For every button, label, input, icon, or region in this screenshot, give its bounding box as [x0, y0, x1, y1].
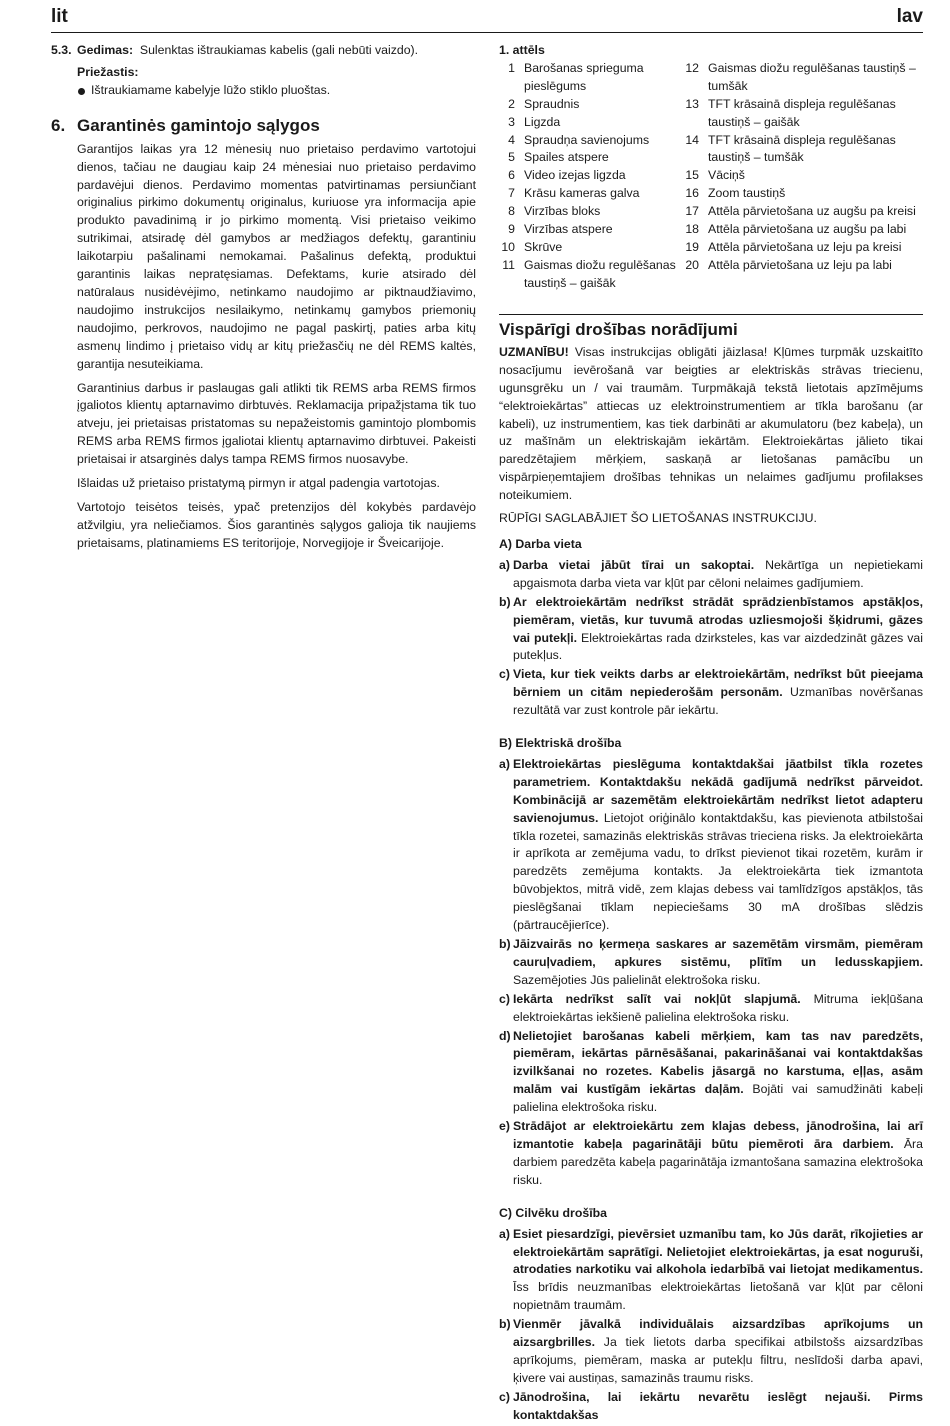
list-item [499, 1389, 923, 1425]
legend-number: 19 [685, 239, 699, 254]
figure-title: 1. attēls [499, 43, 545, 57]
item-letter: a) [499, 557, 510, 572]
item-text: Lietojot oriģinālo kontaktdakšu, kas pievienota atbilstošai tīkla rozetei, samazinās elektriskās strāvas trieciena risks. Ja elektroiekārta ir aprīkota ar zemējuma vadu, to drīkst pievienot tikai rozetēm, kurām ir paredzēts zemējuma kontakts. Ja elektroiekārta tiek izmantota būvobjektos, mitrā vidē, zem klajas debess vai tamlīdzīgos apstākļos, tās pieslēgšanai tīklam nepieciešams 30 mA drošības slēdzis (pārtraucējierīce). [513, 810, 923, 933]
item-letter: c) [499, 667, 510, 682]
item-letter: b) [499, 937, 511, 951]
legend-number: 18 [685, 222, 699, 237]
item-bold-text: Vienmēr jāvalkā individuālais aizsardzības aprīkojums un aizsargbrilles. [513, 1317, 923, 1350]
legend-text: Skrūve [524, 239, 563, 254]
fault-text: Sulenktas ištraukiamas kabelis (gali nebūti vaizdo). [139, 43, 419, 57]
legend-text: Spailes atspere [524, 150, 609, 165]
item-bold-text: Iekārta nedrīkst salīt vai nokļūt slapjumā. [513, 991, 801, 1006]
item-text: Īss brīdis neuzmanības elektroiekārtas lietošanā var kļūt par cēloni nopietnām traumām. [513, 1280, 923, 1313]
item-letter: d) [499, 1028, 511, 1043]
fault-label: Gedimas: [77, 43, 134, 57]
legend-number: 6 [508, 168, 515, 183]
legend-item [499, 149, 679, 167]
legend-number: 14 [685, 132, 699, 147]
legend-item [499, 60, 679, 96]
list-b [499, 756, 923, 1190]
list-item [499, 594, 923, 666]
legend-number: 20 [685, 257, 699, 272]
legend-number: 7 [508, 186, 515, 201]
legend-item [683, 185, 923, 203]
legend-number: 15 [685, 168, 699, 183]
legend-text: Attēla pārvietošana uz leju pa labi [708, 257, 892, 272]
legend-item [499, 114, 679, 132]
warranty-paragraph: Garantinius darbus ir paslaugas gali atlikti tik REMS arba REMS firmos įgaliotos klientų aptarnavimo dirbtuvės. Reklamacija pripažįstama tik tuo atveju, jei prietaisas pristatomas su nepažeistomis gamintojo plombomis REMS arba REMS firmos įgaliotai klientų aptarnavimo dirbtuvei. Pakeisti prietaisai ir atsarginės dalys tampa REMS firmos nuosavybe. [77, 380, 476, 467]
legend-number: 11 [502, 257, 515, 272]
section-divider [499, 314, 923, 315]
warranty-paragraph: Vartotojo teisėtos teisės, ypač pretenzijos dėl kokybės pardavėjo atžvilgiu, yra neliečiamos. Šios garantinės sąlygos galioja tik naujiems prietaisams, platinamiems ES teritorijoje, Norvegijoje ir Šveicarijoje. [77, 499, 476, 550]
legend-number: 16 [685, 186, 699, 201]
item-bold-text: Esiet piesardzīgi, pievērsiet uzmanību tam, ko Jūs darāt, rīkojieties ar elektroiekārtām saprātīgi. Nelietojiet elektroiekārtas, ja esat noguruši, atrodaties narkotiku vai alkohola iedarbībā vai lietojat medikamentus. [513, 1226, 923, 1277]
legend-item [683, 221, 923, 239]
legend-text: Zoom taustiņš [708, 186, 786, 201]
warranty-paragraph: Garantijos laikas yra 12 mėnesių nuo prietaiso perdavimo vartotojui dienos, tačiau ne daugiau kaip 24 mėnesiai nuo prietaiso perdavimo pardavėjui dienos. Perdavimo momentas patvirtinamas persiunčiant originalius pirkimo dokumentų originalus, kuriuose yra informacija apie produkto pavadinimą ir jo pirkimo momentą. Visi prietaiso veikimo sutrikimai, atsiradę dėl gamybos ar medžiagos defektų, garantiniu laikotarpiu pašalinami nemokamai. Pašalinus defektą, produktui garantinis laikas nepratęsiamas. Defektams, kurie atsirado dėl natūralaus nusidėvėjimo, netinkamo naudojimo ar piktnaudžiavimo, naudojimo instrukcijos nesilaikymo, netinkamų gamybos priemonių naudojimo, perkrovos, naudojimo ne pagal paskirtį, paties arba kitų asmenų lindimo į prietaiso vidų ar kitų priežasčių ne dėl REMS kaltės, garantija nesuteikiama. [77, 141, 476, 371]
legend-text: Video izejas ligzda [524, 168, 626, 183]
figure-legend [499, 60, 923, 300]
item-text: Bojāti vai samudžināti kabeļi palielina elektrošoka risku. [513, 1082, 924, 1115]
legend-number: 8 [508, 204, 515, 219]
item-text: Nekārtīga un nepietiekami apgaismota darba vieta var kļūt par cēloni nelaimes gadījumiem. [513, 557, 923, 590]
safety-title: Vispārīgi drošības norādījumi [499, 319, 738, 339]
header-lang-left: lit [51, 6, 68, 27]
warning-text: Visas instrukcijas obligāti jāizlasa! Kļūmes turpmāk uzskaitīto nosacījumu ievērošanā var beigties ar elektriskās strāvas triecienu, ugunsgrēku un / vai traumām. Turpmākajā tekstā lietotais apzīmējums “elektroiekārtas” attiecas uz elektroinstrumentiem ar tīkla barošanu (ar kabeli), uz instrumentiem, kas tiek darbināti ar akumulatoru (bez kabeļa), un uz mašīnām un elektriskajām iekārtām. Elektroiekārtas jālieto tikai paredzētajiem mērķiem, saskaņā ar lietošanas pamācību un vispārpieņemtajiem drošības tehnikas un nelaimes gadījumu profilakses noteikumiem. [499, 344, 923, 503]
legend-item [499, 185, 679, 203]
bullet-icon [78, 88, 85, 95]
list-item [499, 1118, 923, 1190]
keep-instructions: RŪPĪGI SAGLABĀJIET ŠO LIETOŠANAS INSTRUKCIJU. [499, 511, 817, 526]
item-bold-text: Ar elektroiekārtām nedrīkst strādāt sprādzienbīstamos apstākļos, piemēram, vietās, kur tuvumā atrodas uzliesmojoši šķidrumi, gāzes vai putekļi. [513, 594, 923, 645]
legend-text: Gaismas diožu regulēšanas taustiņš – gaišāk [524, 257, 676, 290]
item-text: Āra darbiem paredzēta kabeļa pagarinātāja izmantošana samazina elektrošoka risku. [513, 1136, 923, 1187]
legend-text: Barošanas sprieguma pieslēgums [524, 60, 644, 93]
cause-text: Ištraukiamame kabelyje lūžo stiklo pluoštas. [91, 82, 331, 97]
list-item [499, 756, 923, 935]
section-number: 6. [51, 115, 66, 135]
legend-number: 5 [508, 150, 515, 165]
list-item [499, 1028, 923, 1118]
header-lang-right: lav [896, 6, 923, 27]
subsection-title-a: A) Darba vieta [499, 536, 582, 551]
legend-item [499, 96, 679, 114]
legend-text: Spraudnis [524, 96, 580, 111]
legend-number: 9 [508, 222, 515, 237]
item-bold-text: Nelietojiet barošanas kabeli mērķiem, kam tas nav paredzēts, piemēram, iekārtas pārnēsāšanai, pakarināšanai vai kontaktdakšas izvilkšanai no rozetes. Kabelis jāsargā no karstuma, eļļas, asām malām vai kustīgām iekārtas daļām. [513, 1028, 923, 1097]
subsection-title-b: B) Elektriskā drošība [499, 736, 622, 751]
legend-item [499, 203, 679, 221]
item-bold-text: Vieta, kur tiek veikts darbs ar elektroiekārtām, nedrīkst būt pieejama bērniem un citām nepiederošām personām. [513, 667, 923, 700]
legend-item [683, 167, 923, 185]
legend-text: TFT krāsainā displeja regulēšanas taustiņš – tumšāk [708, 132, 896, 165]
item-bold-text: Darba vietai jābūt tīrai un sakoptai. [513, 557, 755, 572]
legend-text: Ligzda [524, 114, 561, 129]
section-6-heading [51, 115, 476, 137]
item-letter: c) [499, 1389, 510, 1404]
cause-bullet [51, 82, 476, 100]
figure-legend-col-2 [683, 60, 923, 275]
list-item [499, 1316, 923, 1388]
legend-number: 17 [685, 204, 699, 219]
figure-legend-col-1 [499, 60, 679, 293]
item-letter: b) [499, 594, 511, 609]
legend-item [683, 203, 923, 221]
legend-item [499, 257, 679, 293]
legend-item [683, 60, 923, 96]
legend-number: 4 [508, 132, 515, 147]
warranty-paragraph: Išlaidas už prietaiso pristatymą pirmyn ir atgal padengia vartotojas. [77, 476, 440, 491]
legend-item [499, 132, 679, 150]
right-column [499, 42, 923, 1426]
legend-text: Attēla pārvietošana uz augšu pa labi [708, 222, 907, 237]
legend-number: 13 [685, 96, 699, 111]
legend-text: Spraudņa savienojums [524, 132, 650, 147]
legend-item [683, 96, 923, 132]
list-c [499, 1226, 923, 1425]
item-text: Sazemējoties Jūs palielināt elektrošoka risku. [513, 972, 761, 987]
section-title: Garantinės gamintojo sąlygos [77, 115, 320, 135]
item-bold-text: Elektroiekārtas pieslēguma kontaktdakšai jāatbilst tīkla rozetes parametriem. Kontaktdakšu nekādā gadījumā nedrīkst pārveidot. Kombinācijā ar sazemētām elektroiekārtām nedrīkst lietot adapteru savienojumus. [513, 756, 923, 825]
list-item [499, 936, 923, 990]
subsection-title-c: C) Cilvēku drošība [499, 1205, 607, 1220]
warning-label: UZMANĪBU! [499, 344, 569, 359]
list-item [499, 557, 923, 593]
legend-item [499, 221, 679, 239]
list-a [499, 557, 923, 720]
legend-number: 10 [501, 239, 515, 254]
item-letter: b) [499, 1317, 511, 1332]
section-number: 5.3. [51, 43, 72, 57]
item-letter: e) [499, 1119, 510, 1134]
legend-text: Attēla pārvietošana uz leju pa kreisi [708, 239, 902, 254]
item-bold-text: Jānodrošina, lai iekārtu nevarētu ieslēgt nejauši. Pirms kontaktdakšas [513, 1389, 923, 1422]
legend-text: Virzības bloks [524, 204, 601, 219]
legend-text: Virzības atspere [524, 222, 613, 237]
list-item [499, 1226, 923, 1316]
legend-number: 3 [508, 114, 515, 129]
warning-paragraph [499, 344, 923, 505]
legend-text: Krāsu kameras galva [524, 186, 640, 201]
cause-label: Priežastis: [77, 64, 139, 79]
section-5-3 [51, 42, 476, 60]
legend-item [683, 239, 923, 257]
legend-text: Vāciņš [708, 168, 745, 183]
item-text: Mitruma iekļūšana elektroiekārtas iekšienē palielina elektrošoka risku. [513, 991, 923, 1024]
legend-number: 1 [508, 60, 515, 75]
legend-item [683, 132, 923, 168]
item-letter: a) [499, 756, 510, 771]
item-letter: a) [499, 1226, 510, 1241]
legend-item [683, 257, 923, 275]
item-bold-text: Jāizvairās no ķermeņa saskares ar sazemētām virsmām, piemēram cauruļvadiem, apkures sistēmu, plītīm un ledusskapjiem. [513, 937, 923, 969]
legend-number: 12 [685, 60, 699, 75]
legend-item [499, 239, 679, 257]
left-column [51, 42, 476, 559]
legend-text: TFT krāsainā displeja regulēšanas taustiņš – gaišāk [708, 96, 896, 129]
list-item [499, 666, 923, 720]
item-text: Elektroiekārtas rada dzirksteles, kas var aizdedzināt gāzes vai putekļus. [513, 630, 923, 663]
legend-number: 2 [508, 96, 515, 111]
list-item [499, 991, 923, 1027]
item-text: Uzmanības novēršanas rezultātā var zust kontrole pār iekārtu. [513, 685, 923, 718]
page-header [51, 8, 923, 33]
item-text: Ja tiek lietots darba specifikai atbilstošs aizsardzības aprīkojums, piemēram, maska ar putekļu filtru, neslīdoši darba apavi, ķivere vai austiņas, samazinās traumu risks. [513, 1335, 923, 1385]
legend-text: Gaismas diožu regulēšanas taustiņš – tumšāk [708, 60, 916, 93]
legend-item [499, 167, 679, 185]
warranty-body [51, 141, 476, 553]
item-letter: c) [499, 991, 510, 1006]
legend-text: Attēla pārvietošana uz augšu pa kreisi [708, 204, 916, 219]
item-bold-text: Strādājot ar elektroiekārtu zem klajas debess, jānodrošina, lai arī izmantotie kabeļa pagarinātāji būtu piemēroti āra darbiem. [513, 1119, 923, 1151]
